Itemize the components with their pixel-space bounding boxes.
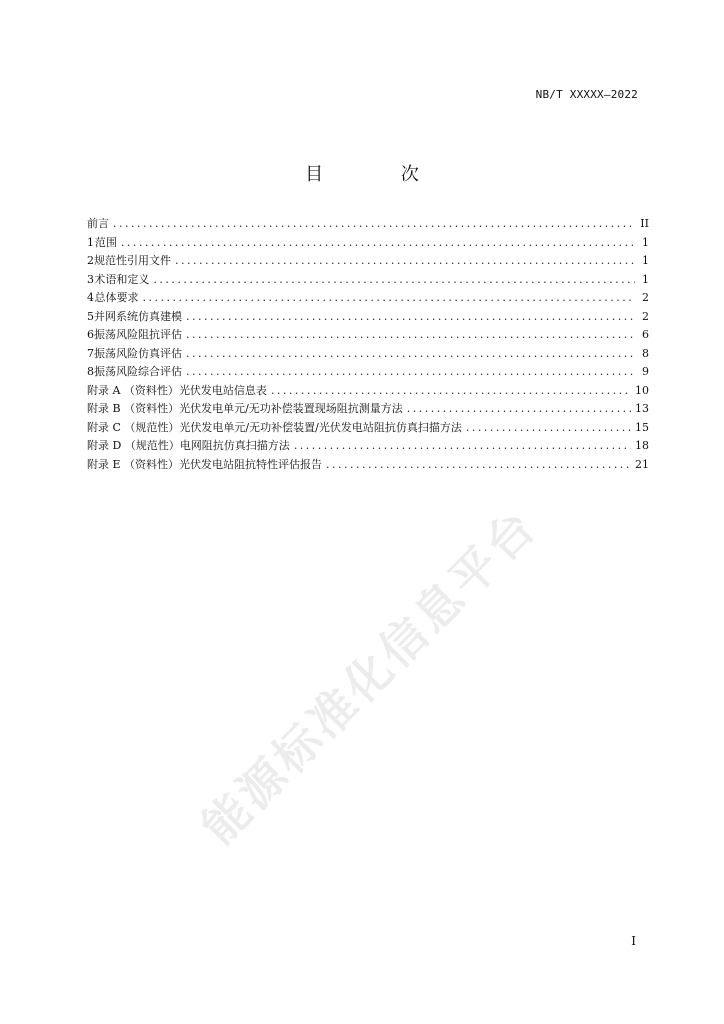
- toc-entry-label: 光伏发电单元/无功补偿装置/光伏发电站阻抗仿真扫描方法: [179, 420, 462, 434]
- toc-entry-number: 7: [87, 346, 94, 360]
- toc-entry-number: 附录 A （资料性）: [87, 383, 179, 397]
- toc-entry-number: 6: [87, 328, 94, 341]
- dot-leader: [186, 363, 635, 382]
- toc-entry-page: 1: [642, 235, 649, 249]
- dot-leader: [143, 289, 635, 308]
- toc-entry-page: 2: [642, 291, 649, 304]
- toc-entry-label: 术语和定义: [94, 272, 150, 286]
- table-of-contents: [87, 215, 649, 474]
- toc-entry-5[interactable]: [87, 308, 649, 327]
- toc-entry-foreword[interactable]: [87, 215, 649, 234]
- toc-entry-label: 总体要求: [94, 291, 139, 304]
- toc-entry-number: 5: [87, 309, 94, 323]
- toc-entry-page: 18: [635, 439, 649, 452]
- toc-entry-label: 振荡风险综合评估: [94, 365, 182, 378]
- toc-entry-page: II: [640, 217, 649, 230]
- toc-entry-label: 光伏发电站阻抗特性评估报告: [179, 457, 323, 471]
- toc-entry-appendix-e[interactable]: [87, 456, 649, 475]
- toc-entry-page: 9: [642, 365, 649, 378]
- toc-entry-8[interactable]: [87, 363, 649, 382]
- page-number: I: [631, 934, 636, 948]
- dot-leader: [113, 215, 635, 234]
- toc-entry-number: 8: [87, 365, 94, 378]
- dot-leader: [466, 419, 631, 438]
- toc-entry-number: 3: [87, 272, 94, 286]
- dot-leader: [326, 456, 631, 475]
- dot-leader: [175, 252, 635, 271]
- toc-entry-7[interactable]: [87, 345, 649, 364]
- toc-entry-appendix-d[interactable]: [87, 437, 649, 456]
- toc-entry-6[interactable]: [87, 326, 649, 345]
- dot-leader: [186, 326, 635, 345]
- toc-entry-number: 2: [87, 254, 94, 267]
- toc-entry-page: 1: [642, 272, 649, 286]
- toc-entry-number: 附录 C （规范性）: [87, 420, 180, 434]
- toc-entry-page: 6: [642, 328, 649, 341]
- toc-entry-label: 振荡风险仿真评估: [94, 346, 182, 360]
- watermark: 能源标准化信息平台: [191, 498, 548, 855]
- toc-entry-page: 2: [642, 309, 649, 323]
- toc-entry-label: 光伏发电单元/无功补偿装置现场阻抗测量方法: [179, 402, 403, 415]
- toc-entry-number: 附录 E （资料性）: [87, 457, 180, 471]
- toc-entry-page: 10: [635, 383, 649, 397]
- toc-entry-4[interactable]: [87, 289, 649, 308]
- dot-leader: [407, 400, 631, 419]
- toc-entry-3[interactable]: [87, 271, 649, 290]
- toc-entry-appendix-b[interactable]: [87, 400, 649, 419]
- toc-entry-number: 1: [87, 235, 94, 249]
- page-title: 目 次: [305, 164, 455, 185]
- toc-entry-page: 8: [642, 346, 649, 360]
- toc-entry-page: 15: [635, 420, 649, 434]
- toc-entry-label: 振荡风险阻抗评估: [94, 328, 182, 341]
- toc-entry-page: 13: [635, 402, 649, 415]
- toc-entry-number: 附录 B （资料性）: [87, 402, 180, 415]
- toc-entry-appendix-a[interactable]: [87, 382, 649, 401]
- toc-entry-2[interactable]: [87, 252, 649, 271]
- toc-entry-label: 规范性引用文件: [94, 254, 172, 267]
- document-code: NB/T XXXXX—2022: [535, 88, 638, 101]
- toc-entry-1[interactable]: [87, 234, 649, 253]
- dot-leader: [186, 308, 635, 327]
- toc-entry-number: 4: [87, 291, 94, 304]
- toc-entry-number: 附录 D （规范性）: [87, 439, 180, 452]
- dot-leader: [153, 271, 635, 290]
- toc-entry-label: 前言: [87, 217, 109, 230]
- dot-leader: [294, 437, 631, 456]
- toc-entry-label: 电网阻抗仿真扫描方法: [179, 439, 290, 452]
- dot-leader: [186, 345, 635, 364]
- dot-leader: [271, 382, 631, 401]
- toc-entry-appendix-c[interactable]: [87, 419, 649, 438]
- dot-leader: [121, 234, 635, 253]
- toc-entry-label: 光伏发电站信息表: [178, 383, 267, 397]
- toc-entry-page: 21: [635, 457, 649, 471]
- toc-entry-label: 范围: [94, 235, 117, 249]
- toc-entry-page: 1: [642, 254, 649, 267]
- toc-entry-label: 并网系统仿真建模: [94, 309, 182, 323]
